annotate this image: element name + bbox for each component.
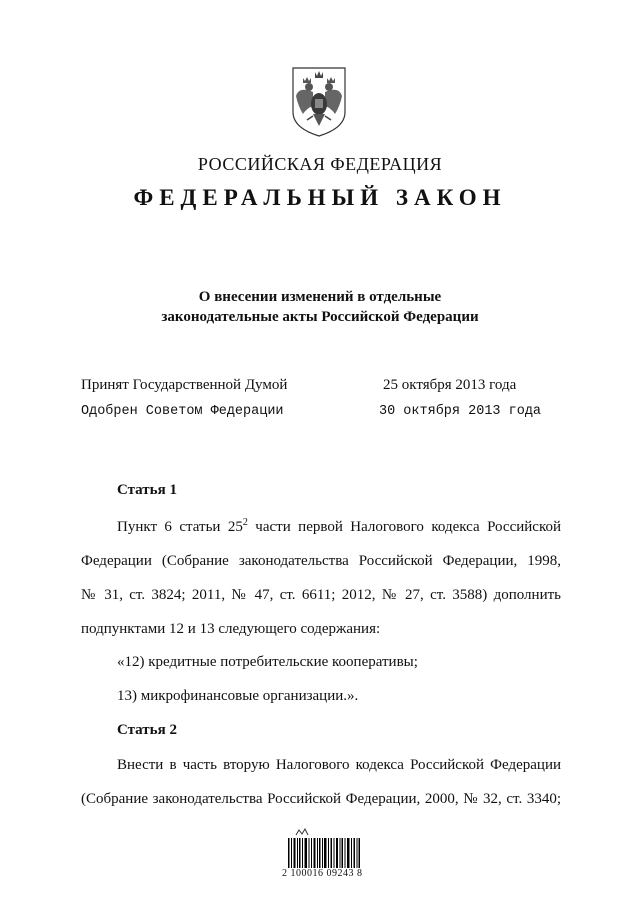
adoption-duma-label: Принят Государственной Думой <box>81 377 288 393</box>
adoption-duma-date: 25 октября 2013 года <box>383 377 517 393</box>
article-1-item-12: «12) кредитные потребительские кооперативы; <box>117 654 418 670</box>
article-1-line-1-end: части первой Налогового кодекса Российской <box>247 519 562 535</box>
article-1-superscript: 2 <box>242 517 248 528</box>
document-type: ФЕДЕРАЛЬНЫЙ ЗАКОН <box>133 185 507 210</box>
barcode-number: 2 100016 09243 8 <box>282 868 363 879</box>
coat-of-arms-icon <box>289 66 349 138</box>
adoption-council-row <box>81 404 551 419</box>
article-2-heading: Статья 2 <box>117 722 177 738</box>
law-title-line-2: законодательные акты Российской Федерации <box>161 309 479 325</box>
article-2-paragraph <box>81 748 561 816</box>
article-1-item-13: 13) микрофинансовые организации.». <box>117 688 359 704</box>
adoption-duma-row <box>81 377 551 394</box>
barcode-icon <box>288 838 360 868</box>
article-1-line-1-start: Пункт 6 статьи 25 <box>117 519 243 535</box>
law-title-line-1: О внесении изменений в отдельные <box>198 289 442 305</box>
article-1-heading: Статья 1 <box>117 482 177 498</box>
article-2-line-1: Внести в часть вторую Налогового кодекса Российской Федерации <box>117 757 561 773</box>
article-1-line-3: № 31, ст. 3824; 2011, № 47, ст. 6611; 2012, № 27, ст. 3588) дополнить <box>81 587 561 603</box>
article-1-line-4: подпунктами 12 и 13 следующего содержания: <box>81 621 381 637</box>
article-1-line-2: Федерации (Собрание законодательства Российской Федерации, 1998, <box>81 553 561 569</box>
article-1-line-1 <box>81 506 561 544</box>
law-title <box>0 287 640 327</box>
adoption-council-date: 30 октября 2013 года <box>379 404 542 419</box>
article-2-line-2: (Собрание законодательства Российской Федерации, 2000, № 32, ст. 3340; <box>81 791 561 807</box>
stamp-mark-icon <box>295 828 309 836</box>
article-1-paragraph <box>81 506 561 646</box>
country-name: РОССИЙСКАЯ ФЕДЕРАЦИЯ <box>197 154 443 174</box>
adoption-council-label: Одобрен Советом Федерации <box>81 404 284 419</box>
